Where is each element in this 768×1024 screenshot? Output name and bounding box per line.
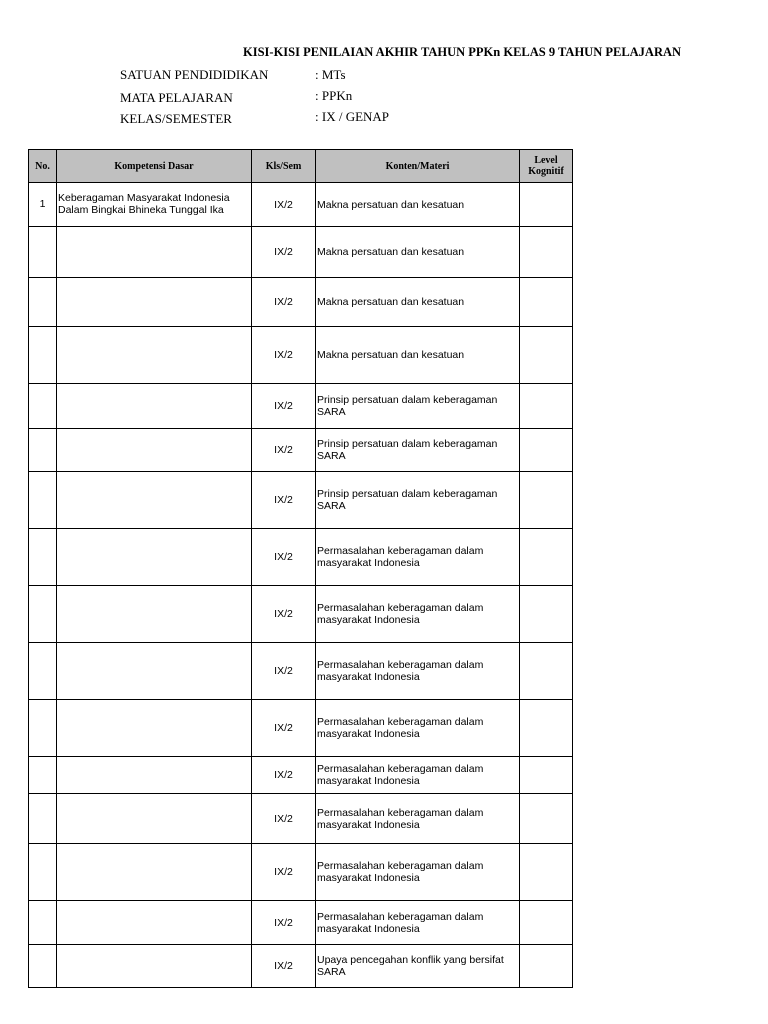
cell-kls-sem: IX/2 [252,529,316,586]
cell-no [29,757,57,794]
kisi-kisi-table [28,149,573,988]
header-no: No. [29,150,57,183]
cell-no [29,384,57,429]
table-row [29,700,573,757]
cell-konten-materi: Permasalahan keberagaman dalam masyarakat Indonesia [316,700,520,757]
cell-level-kognitif [520,757,573,794]
cell-konten-materi: Permasalahan keberagaman dalam masyarakat Indonesia [316,529,520,586]
cell-kompetensi-dasar [57,384,252,429]
meta-label-satuan: SATUAN PENDIDIDIKAN [120,67,269,82]
cell-konten-materi: Permasalahan keberagaman dalam masyarakat Indonesia [316,757,520,794]
cell-konten-materi: Permasalahan keberagaman dalam masyarakat Indonesia [316,794,520,844]
header-konten-materi: Konten/Materi [316,150,520,183]
table-row [29,183,573,227]
meta-value-satuan: : MTs [315,67,346,82]
cell-kls-sem: IX/2 [252,794,316,844]
cell-no [29,700,57,757]
cell-konten-materi: Makna persatuan dan kesatuan [316,227,520,278]
cell-kompetensi-dasar [57,429,252,472]
cell-kompetensi-dasar [57,529,252,586]
cell-konten-materi: Makna persatuan dan kesatuan [316,327,520,384]
cell-no [29,472,57,529]
cell-kls-sem: IX/2 [252,278,316,327]
cell-no: 1 [29,183,57,227]
cell-kompetensi-dasar: Keberagaman Masyarakat Indonesia Dalam Bingkai Bhineka Tunggal Ika [57,183,252,227]
cell-kls-sem: IX/2 [252,844,316,901]
table-row [29,278,573,327]
cell-konten-materi: Permasalahan keberagaman dalam masyarakat Indonesia [316,844,520,901]
cell-konten-materi: Makna persatuan dan kesatuan [316,183,520,227]
table-row [29,901,573,945]
cell-kls-sem: IX/2 [252,183,316,227]
header-kompetensi-dasar: Kompetensi Dasar [57,150,252,183]
cell-kompetensi-dasar [57,472,252,529]
cell-konten-materi: Prinsip persatuan dalam keberagaman SARA [316,384,520,429]
cell-kompetensi-dasar [57,700,252,757]
cell-kompetensi-dasar [57,794,252,844]
cell-no [29,278,57,327]
table-row [29,384,573,429]
cell-kompetensi-dasar [57,844,252,901]
cell-no [29,901,57,945]
table-row [29,472,573,529]
cell-level-kognitif [520,278,573,327]
cell-no [29,945,57,988]
cell-kompetensi-dasar [57,643,252,700]
table-row [29,844,573,901]
cell-no [29,327,57,384]
cell-konten-materi: Permasalahan keberagaman dalam masyarakat Indonesia [316,901,520,945]
cell-kls-sem: IX/2 [252,586,316,643]
meta-label-mapel: MATA PELAJARAN [120,90,233,105]
cell-level-kognitif [520,643,573,700]
table-row [29,643,573,700]
cell-level-kognitif [520,700,573,757]
cell-kls-sem: IX/2 [252,472,316,529]
cell-level-kognitif [520,327,573,384]
cell-kompetensi-dasar [57,945,252,988]
cell-kompetensi-dasar [57,901,252,945]
cell-no [29,844,57,901]
cell-kompetensi-dasar [57,227,252,278]
cell-kls-sem: IX/2 [252,643,316,700]
cell-level-kognitif [520,586,573,643]
cell-kompetensi-dasar [57,757,252,794]
cell-kompetensi-dasar [57,278,252,327]
header-level-kognitif: Level Kognitif [520,150,573,183]
table-row [29,757,573,794]
cell-kls-sem: IX/2 [252,227,316,278]
table-row [29,429,573,472]
meta-label-kelas: KELAS/SEMESTER [120,111,232,126]
cell-no [29,429,57,472]
cell-no [29,529,57,586]
table-body [29,183,573,988]
meta-value-mapel: : PPKn [315,88,353,103]
cell-no [29,586,57,643]
cell-konten-materi: Permasalahan keberagaman dalam masyarakat Indonesia [316,586,520,643]
table-row [29,529,573,586]
table-row [29,327,573,384]
cell-konten-materi: Prinsip persatuan dalam keberagaman SARA [316,429,520,472]
cell-kls-sem: IX/2 [252,384,316,429]
page-title: KISI-KISI PENILAIAN AKHIR TAHUN PPKn KELAS 9 TAHUN PELAJARAN [243,45,682,59]
table-row [29,227,573,278]
cell-level-kognitif [520,429,573,472]
cell-konten-materi: Prinsip persatuan dalam keberagaman SARA [316,472,520,529]
cell-konten-materi: Permasalahan keberagaman dalam masyarakat Indonesia [316,643,520,700]
table-header-row [29,150,573,183]
header-kls-sem: Kls/Sem [252,150,316,183]
cell-konten-materi: Upaya pencegahan konflik yang bersifat SARA [316,945,520,988]
cell-level-kognitif [520,901,573,945]
cell-konten-materi: Makna persatuan dan kesatuan [316,278,520,327]
cell-kls-sem: IX/2 [252,945,316,988]
meta-value-kelas: : IX / GENAP [315,109,390,124]
cell-kls-sem: IX/2 [252,327,316,384]
cell-level-kognitif [520,227,573,278]
cell-level-kognitif [520,472,573,529]
cell-kompetensi-dasar [57,586,252,643]
table-row [29,794,573,844]
table-row [29,945,573,988]
cell-level-kognitif [520,529,573,586]
cell-level-kognitif [520,945,573,988]
cell-level-kognitif [520,844,573,901]
cell-kls-sem: IX/2 [252,901,316,945]
cell-kls-sem: IX/2 [252,700,316,757]
cell-level-kognitif [520,794,573,844]
cell-kls-sem: IX/2 [252,757,316,794]
cell-no [29,794,57,844]
cell-level-kognitif [520,183,573,227]
cell-level-kognitif [520,384,573,429]
cell-no [29,227,57,278]
cell-no [29,643,57,700]
cell-kls-sem: IX/2 [252,429,316,472]
table-row [29,586,573,643]
cell-kompetensi-dasar [57,327,252,384]
